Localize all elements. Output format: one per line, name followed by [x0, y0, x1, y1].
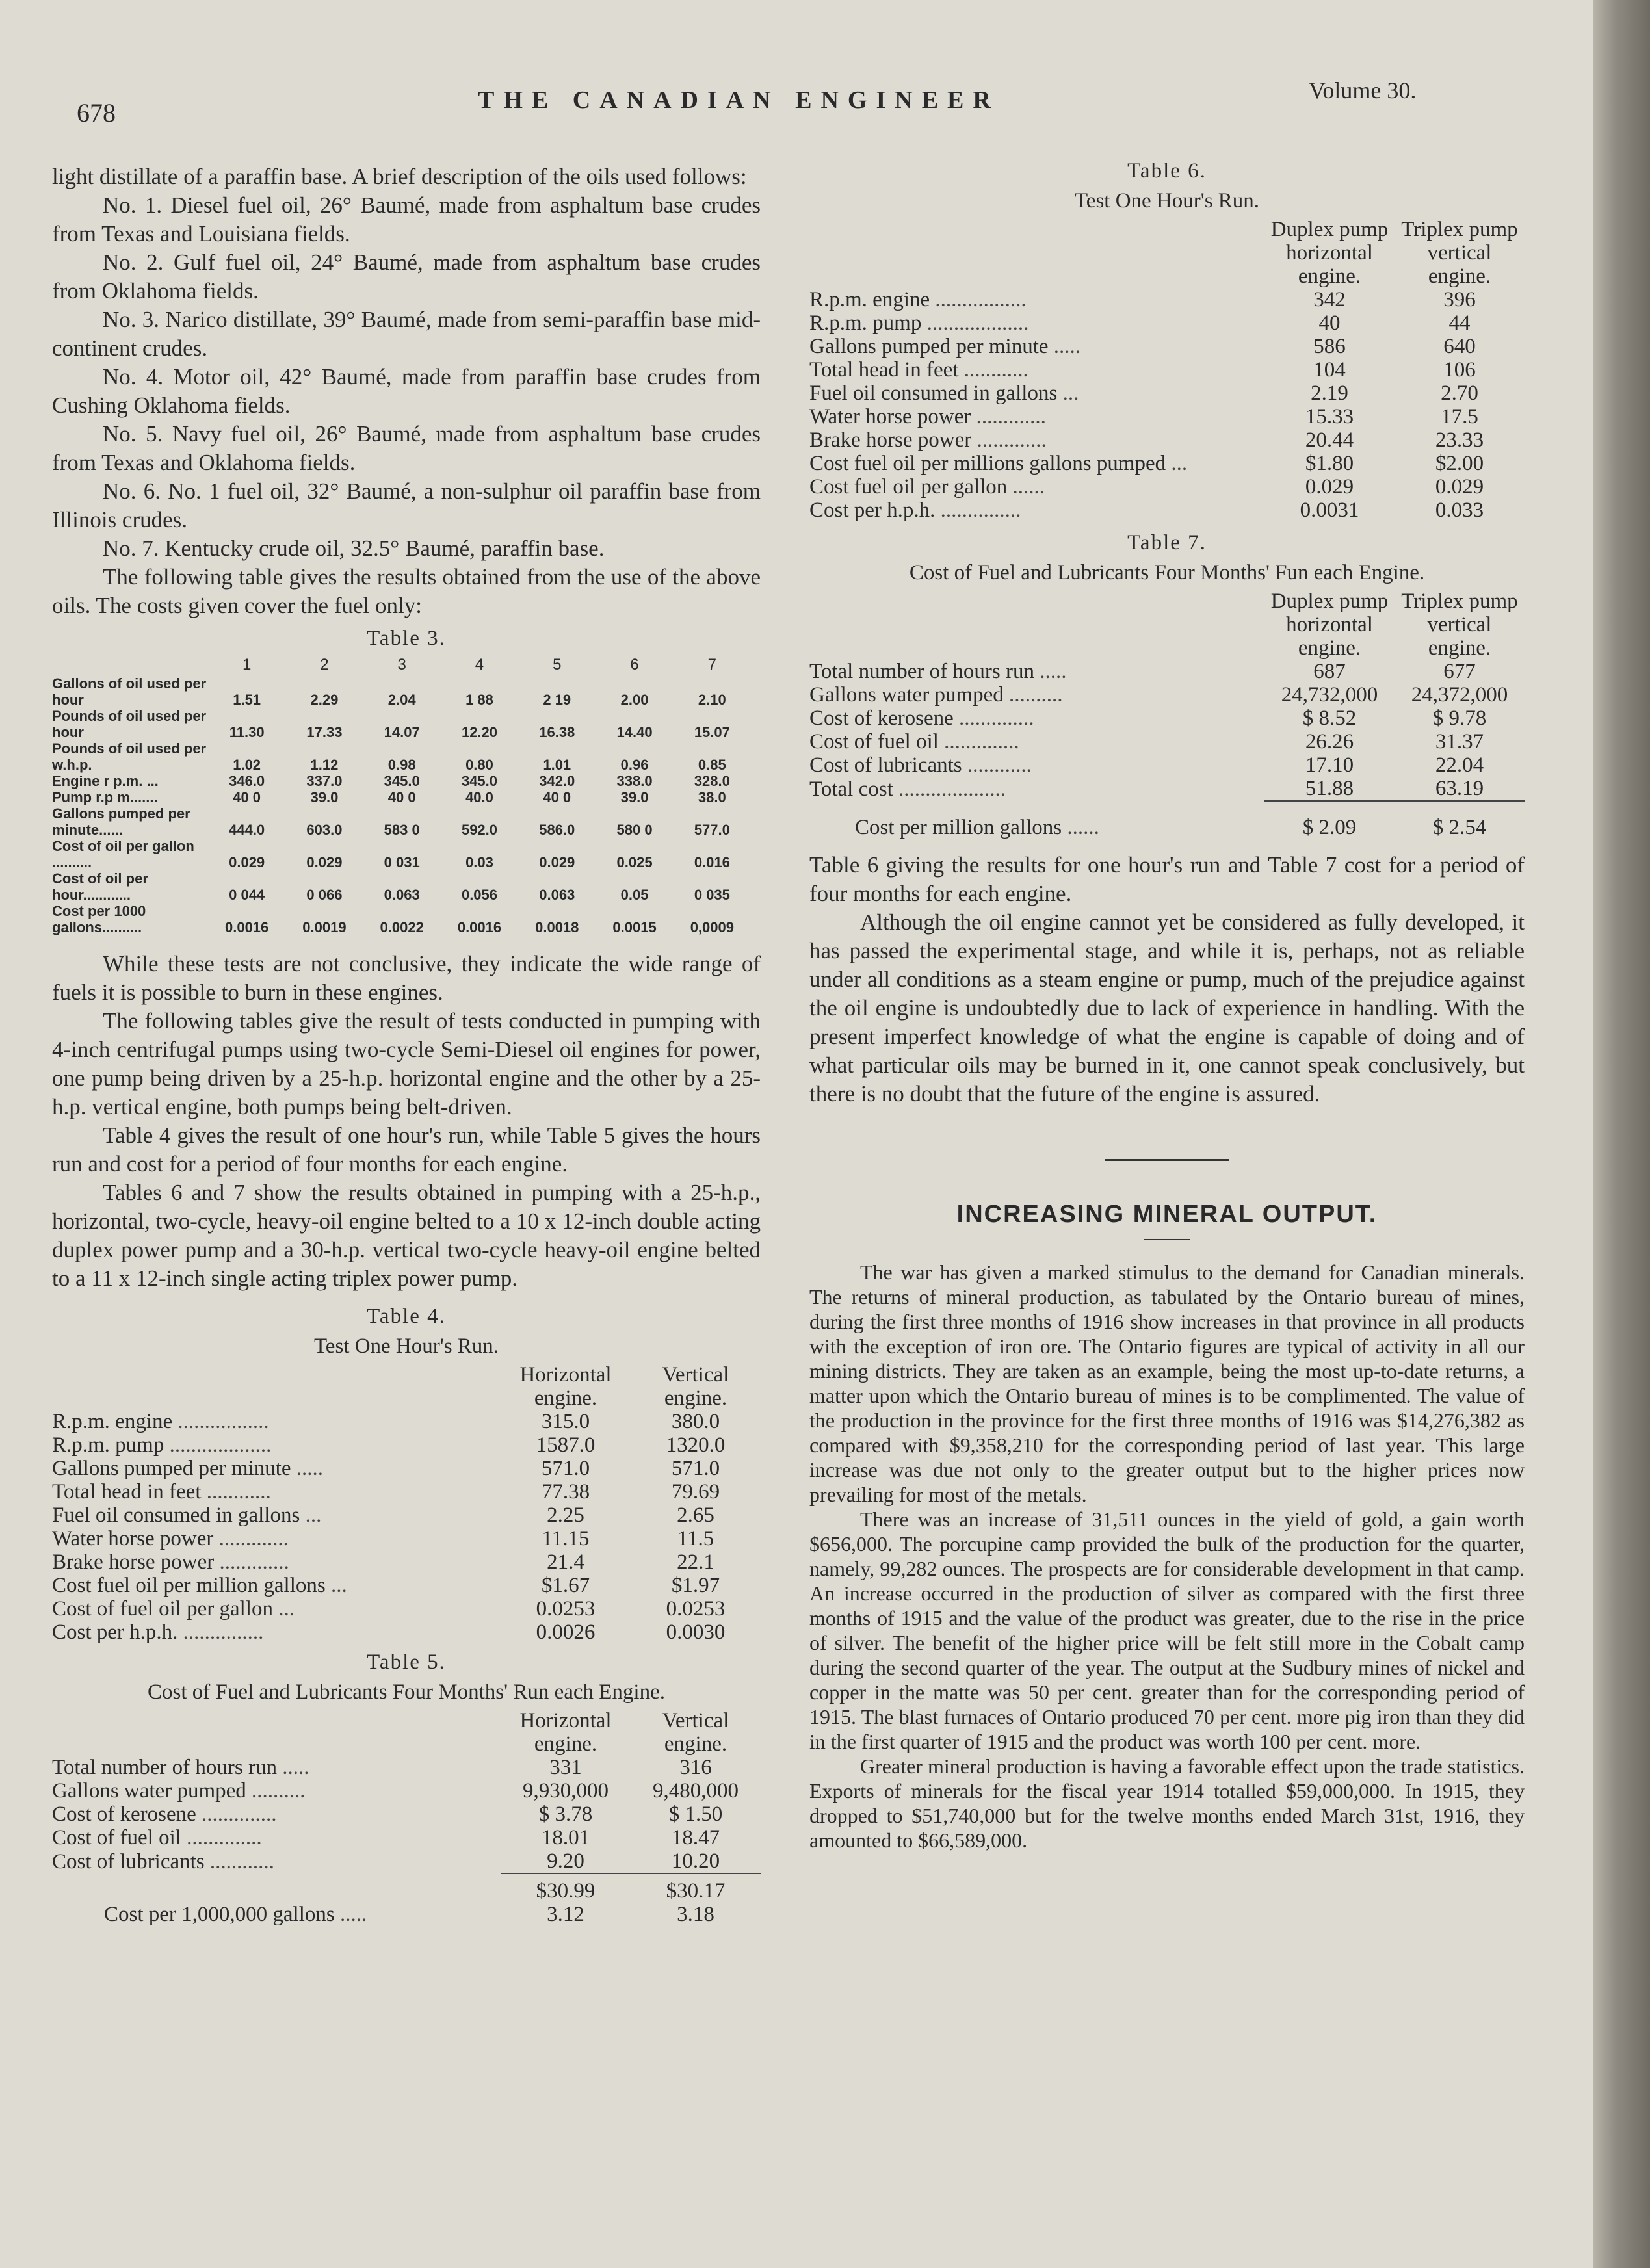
table-3-row	[52, 675, 751, 708]
table-7-value: 51.88	[1305, 777, 1354, 800]
table-5-total: $30.17	[631, 1873, 761, 1903]
table-5-subtitle: Cost of Fuel and Lubricants Four Months' Run each Engine.	[147, 1680, 665, 1704]
table-4-row: Fuel oil consumed in gallons ... 2.25 2.65	[52, 1504, 761, 1527]
table-6-value: 17.5	[1441, 405, 1478, 428]
table-7-row-label: Total number of hours run	[809, 660, 1034, 683]
table-7-row-label: Cost of fuel oil	[809, 730, 939, 753]
table-7-value: 24,372,000	[1411, 683, 1508, 707]
table-5-per-row: Cost per 1,000,000 gallons ..... 3.12 3.18	[52, 1903, 761, 1926]
table-6-caption: Table 6.	[1127, 159, 1207, 183]
table-6-value: 23.33	[1435, 428, 1484, 452]
table-6-row: R.p.m. engine ................. 342 396	[809, 288, 1525, 311]
table-7-col-header: Duplex pump horizontal engine.	[1270, 590, 1389, 660]
table-3-cell: 0 066	[306, 887, 343, 903]
table-4-row-label: Total head in feet	[52, 1480, 202, 1504]
table-3-cell: 337.0	[306, 773, 343, 789]
table-7-value: $ 8.52	[1302, 707, 1357, 730]
table-5-per-value: 3.18	[677, 1903, 714, 1926]
table-6-col-header: Duplex pump horizontal engine.	[1270, 218, 1389, 288]
section-divider	[1105, 1159, 1229, 1161]
table-3-cell: 345.0	[461, 773, 498, 789]
table-3-row	[52, 838, 751, 870]
table-3-col: 5	[553, 656, 562, 673]
table-6-row-label: R.p.m. pump	[809, 311, 922, 335]
table-7-row: Cost of fuel oil .............. 26.26 31.37	[809, 730, 1525, 753]
volume-label: Volume 30.	[1309, 77, 1417, 103]
oil-item-4: No. 4. Motor oil, 42° Baumé, made from paraffin base crudes from Cushing Oklahoma fields.	[52, 364, 761, 418]
table-3-cell: 0 035	[694, 887, 730, 903]
table-4-row: Brake horse power ............. 21.4 22.1	[52, 1550, 761, 1574]
table-6-row: Total head in feet ............ 104 106	[809, 358, 1525, 382]
table-6-value: 586	[1313, 335, 1346, 358]
table-4-value: 0.0030	[666, 1621, 726, 1644]
table-3-cell: 0.0022	[380, 919, 424, 935]
table-7-value: 22.04	[1435, 753, 1484, 777]
table-6-row-label: Cost fuel oil per millions gallons pumped	[809, 452, 1166, 475]
table-6-value: 0.033	[1435, 499, 1484, 522]
table-3-row	[52, 903, 751, 935]
table-5-row: Gallons water pumped .......... 9,930,000 9,480,000	[52, 1779, 761, 1803]
table-7-value: 63.19	[1435, 777, 1484, 800]
table-3-cell: 2.04	[387, 692, 416, 708]
table-5-value: $ 3.78	[538, 1803, 593, 1826]
table-3-cell: 0 031	[384, 854, 420, 870]
table-5-total-row	[52, 1873, 761, 1903]
table-3-cell: 0.05	[620, 887, 649, 903]
table-6-row: Fuel oil consumed in gallons ... 2.19 2.70	[809, 382, 1525, 405]
table-6-row-label: Brake horse power	[809, 428, 972, 452]
table-7-per-label: Cost per million gallons	[855, 816, 1062, 839]
table-7-row-label: Gallons water pumped	[809, 683, 1004, 707]
table-4-value: 77.38	[541, 1480, 590, 1504]
table-5-row: Cost of fuel oil .............. 18.01 18.47	[52, 1826, 761, 1849]
oil-item-5: No. 5. Navy fuel oil, 26° Baumé, made from asphaltum base crudes from Texas and Oklahoma fields.	[52, 421, 761, 475]
table-4-row: Water horse power ............. 11.15 11.5	[52, 1527, 761, 1550]
table-3-cell: 0.029	[539, 854, 575, 870]
table-3-cell: 0.0019	[302, 919, 347, 935]
table-3-cell: 2.29	[310, 692, 339, 708]
table-3-cell: 15.07	[694, 724, 730, 740]
table-5-col-header: Vertical engine.	[662, 1709, 729, 1756]
table-4-value: 0.0026	[536, 1621, 596, 1644]
table-5-row-label: Total number of hours run	[52, 1756, 277, 1779]
table-6-value: 0.0031	[1300, 499, 1359, 522]
table-7-caption: Table 7.	[1127, 531, 1207, 554]
table-6-subtitle: Test One Hour's Run.	[1074, 189, 1260, 213]
table-4-value: 79.69	[671, 1480, 720, 1504]
table-3-col: 1	[242, 656, 252, 673]
table-3-col: 3	[397, 656, 406, 673]
table-6-row-label: Total head in feet	[809, 358, 959, 382]
table-7-value: 24,732,000	[1281, 683, 1378, 707]
table-6-row-label: Fuel oil consumed in gallons	[809, 382, 1058, 405]
table-3-cell: 1.12	[310, 757, 339, 773]
table-3-cell: 444.0	[229, 822, 265, 838]
paragraph-table-4: Table 4 gives the result of one hour's run, while Table 5 gives the hours run and cost for a period of four months for each engine.	[52, 1123, 761, 1177]
table-7-row: Cost of lubricants ............ 17.10 22.04	[809, 753, 1525, 777]
table-5-row-label: Gallons water pumped	[52, 1779, 246, 1803]
table-7-value: 677	[1443, 660, 1476, 683]
table-7	[809, 590, 1525, 839]
table-6-value: $1.80	[1305, 452, 1354, 475]
table-3-col: 6	[630, 656, 639, 673]
table-6-value: 0.029	[1305, 475, 1354, 499]
table-3-row-label: Engine r p.m. ...	[52, 773, 159, 789]
table-3-col: 4	[475, 656, 484, 673]
table-5-col-header: Horizontal engine.	[519, 1709, 612, 1756]
table-3-cell: 40 0	[543, 789, 571, 805]
table-6-value: 2.19	[1311, 382, 1348, 405]
table-5-row: Cost of lubricants ............ 9.20 10.20	[52, 1849, 761, 1873]
table-5-per-label: Cost per 1,000,000 gallons	[104, 1903, 335, 1926]
article-paragraph-1: The war has given a marked stimulus to the demand for Canadian minerals. The returns of mineral production, as tabulated by the Ontario bureau of mines, during the first three months of 1916 show increases in that province in all products with the exception of iron ore. The Ontario figures are typical of activity in all our mining districts. They are taken as an example, being the most up-to-date returns, a matter upon which the Ontario bureau of mines is to be complimented. The value of the production in the province for the first three months of 1916 was $14,276,382 as compared with $9,358,210 for the corresponding period of last year. This large increase was due not only to the greater output but to the higher prices now prevailing for most of the metals.	[809, 1260, 1525, 1506]
table-3-cell: 0.056	[461, 887, 498, 903]
table-4-col-header: Horizontal engine.	[519, 1363, 612, 1410]
table-7-row-label: Cost of lubricants	[809, 753, 962, 777]
journal-title: THE CANADIAN ENGINEER	[478, 86, 1000, 114]
table-4-row: Cost fuel oil per million gallons ... $1.67 $1.97	[52, 1574, 761, 1597]
table-3-cell: 11.30	[229, 724, 265, 740]
oil-item-7: No. 7. Kentucky crude oil, 32.5° Baumé, paraffin base.	[103, 536, 605, 561]
table-3-cell: 0.063	[539, 887, 575, 903]
table-3-cell: 328.0	[694, 773, 730, 789]
paragraph-following-table: The following table gives the results obtained from the use of the above oils. The costs given cover the fuel only:	[52, 564, 761, 618]
table-3-cell: 0.0018	[535, 919, 579, 935]
table-4-value: 380.0	[671, 1410, 720, 1433]
table-5-row-label: Cost of lubricants	[52, 1850, 205, 1873]
left-column	[52, 163, 761, 1926]
table-4-caption: Table 4.	[367, 1305, 446, 1328]
table-3-cell: 40.0	[465, 789, 493, 805]
table-6-value: 0.029	[1435, 475, 1484, 499]
table-5-value: 316	[679, 1756, 712, 1779]
table-3-cell: 0.03	[465, 854, 493, 870]
table-3-row-label: Pump r.p m.......	[52, 789, 158, 805]
table-4-value: 2.25	[547, 1504, 584, 1527]
table-6-header-row	[809, 218, 1525, 288]
table-3-cell: 16.38	[539, 724, 575, 740]
table-6-value: 15.33	[1305, 405, 1354, 428]
table-4-row-label: Cost of fuel oil per gallon	[52, 1597, 274, 1621]
table-7-value: 31.37	[1435, 730, 1484, 753]
table-3-cell: 17.33	[306, 724, 343, 740]
table-6-value: $2.00	[1435, 452, 1484, 475]
table-5-value: 9,480,000	[653, 1779, 739, 1803]
table-3-cell: 346.0	[229, 773, 265, 789]
table-6-row: Cost fuel oil per gallon ...... 0.029 0.029	[809, 475, 1525, 499]
table-5-caption: Table 5.	[367, 1650, 446, 1674]
table-3-cell: 0,0009	[690, 919, 734, 935]
table-6-row-label: Cost per h.p.h.	[809, 499, 936, 522]
title-divider	[1144, 1239, 1190, 1240]
table-4-col-header: Vertical engine.	[662, 1363, 729, 1410]
table-3-cell: 14.07	[384, 724, 420, 740]
table-6-value: 20.44	[1305, 428, 1354, 452]
table-7-value: 17.10	[1305, 753, 1354, 777]
table-3-row	[52, 805, 751, 838]
table-4-row-label: Cost per h.p.h.	[52, 1621, 178, 1644]
table-4-value: 1587.0	[536, 1433, 596, 1457]
table-3-row	[52, 740, 751, 773]
table-3-cell: 0.85	[698, 757, 726, 773]
table-4-value: 0.0253	[666, 1597, 726, 1621]
table-4-value: $1.67	[541, 1574, 590, 1597]
table-4-value: 11.5	[677, 1527, 714, 1550]
table-3-col: 7	[707, 656, 717, 673]
table-3-cell: 39.0	[310, 789, 339, 805]
table-6-row-label: Gallons pumped per minute	[809, 335, 1049, 358]
table-4-value: $1.97	[671, 1574, 720, 1597]
article-title: INCREASING MINERAL OUTPUT.	[956, 1201, 1378, 1228]
table-3-cell: 342.0	[539, 773, 575, 789]
table-6-value: 396	[1443, 288, 1476, 311]
table-3-cell: 1.02	[233, 757, 261, 773]
book-spine	[1593, 0, 1650, 2268]
table-5-row-label: Cost of kerosene	[52, 1803, 196, 1826]
table-3-cell: 0.025	[616, 854, 653, 870]
table-3-cell: 12.20	[461, 724, 498, 740]
table-6-row: Water horse power ............. 15.33 17.5	[809, 405, 1525, 428]
table-5-value: $ 1.50	[668, 1803, 723, 1826]
table-4-value: 0.0253	[536, 1597, 596, 1621]
table-7-header-row	[809, 590, 1525, 660]
page-number: 678	[77, 98, 116, 127]
table-4-value: 571.0	[541, 1457, 590, 1480]
table-4-value: 315.0	[541, 1410, 590, 1433]
table-3-col: 2	[320, 656, 329, 673]
table-7-per-value: $ 2.09	[1264, 801, 1395, 839]
table-3-cell: 2 19	[543, 692, 571, 708]
table-3-row	[52, 870, 751, 903]
table-5-value: 18.01	[541, 1826, 590, 1849]
table-6-row: R.p.m. pump ................... 40 44	[809, 311, 1525, 335]
table-6-col-header: Triplex pump vertical engine.	[1401, 218, 1518, 288]
table-4-row-label: Cost fuel oil per million gallons	[52, 1574, 326, 1597]
table-6-value: 44	[1448, 311, 1471, 335]
table-4-row-label: Gallons pumped per minute	[52, 1457, 291, 1480]
table-4-row-label: R.p.m. engine	[52, 1410, 173, 1433]
table-6-value: 640	[1443, 335, 1476, 358]
table-3-cell: 40 0	[233, 789, 261, 805]
table-6-value: 104	[1313, 358, 1346, 382]
oil-item-6: No. 6. No. 1 fuel oil, 32° Baumé, a non-sulphur oil paraffin base from Illinois crudes.	[52, 478, 761, 532]
table-3-cell: 0.029	[306, 854, 343, 870]
table-7-row: Total cost .................... 51.88 63.19	[809, 777, 1525, 801]
table-6-row: Gallons pumped per minute ..... 586 640	[809, 335, 1525, 358]
table-3-cell: 0.016	[694, 854, 730, 870]
table-4-row: Gallons pumped per minute ..... 571.0 571.0	[52, 1457, 761, 1480]
table-7-row: Total number of hours run ..... 687 677	[809, 660, 1525, 683]
paragraph-tables-6-7: Tables 6 and 7 show the results obtained in pumping with a 25-h.p., horizontal, two-cycle, heavy-oil engine belted to a 10 x 12-inch double acting duplex power pump and a 30-h.p. vertical two-cycle heavy-oil engine belted to a 11 x 12-inch single acting triplex power pump.	[52, 1180, 761, 1291]
table-3-row-label: Gallons of oil used per hour	[52, 675, 207, 708]
table-3-cell: 40 0	[387, 789, 416, 805]
table-3-cell: 345.0	[384, 773, 420, 789]
table-6-row: Cost per h.p.h. ............... 0.0031 0.033	[809, 499, 1525, 522]
table-3-cell: 0.80	[465, 757, 493, 773]
table-3-cell: 580 0	[616, 822, 653, 838]
table-4-header-row	[52, 1363, 761, 1410]
table-6-value: 40	[1318, 311, 1341, 335]
table-3-cell: 338.0	[616, 773, 653, 789]
table-3-row-label: Cost of oil per hour............	[52, 870, 148, 903]
paragraph-although: Although the oil engine cannot yet be considered as fully developed, it has passed the experimental stage, and while it is, perhaps, not as reliable under all conditions as a steam engine or pump, much of the prejudice against the oil engine is undoubtedly due to lack of experience in handling. With the present imperfect knowledge of what the engine is capable of doing and of what particular oils may be burned in it, one cannot speak conclusively, but there is no doubt that the future of the engine is assured.	[809, 909, 1525, 1106]
oil-item-1: No. 1. Diesel fuel oil, 26° Baumé, made from asphaltum base crudes from Texas and Louisiana fields.	[52, 192, 761, 246]
table-3-cell: 0.98	[387, 757, 416, 773]
paragraph-oils-intro: light distillate of a paraffin base. A brief description of the oils used follows:	[52, 164, 747, 189]
table-3-row	[52, 773, 751, 789]
table-3-row-label: Gallons pumped per minute......	[52, 805, 190, 838]
table-3-header-row	[52, 657, 751, 675]
table-5-per-value: 3.12	[547, 1903, 584, 1926]
table-6-value: 342	[1313, 288, 1346, 311]
table-5-value: 18.47	[671, 1826, 720, 1849]
table-4-value: 22.1	[677, 1550, 714, 1574]
table-3-cell: 586.0	[539, 822, 575, 838]
table-4-row-label: R.p.m. pump	[52, 1433, 164, 1457]
table-3-cell: 0.0016	[224, 919, 269, 935]
table-5-value: 9,930,000	[523, 1779, 609, 1803]
table-4-value: 21.4	[547, 1550, 584, 1574]
paragraph-table-6-7-summary: Table 6 giving the results for one hour's run and Table 7 cost for a period of four months for each engine.	[809, 852, 1525, 906]
table-6-value: 2.70	[1441, 382, 1478, 405]
table-3-cell: 0.96	[620, 757, 649, 773]
table-7-col-header: Triplex pump vertical engine.	[1401, 590, 1518, 660]
article-paragraph-3: Greater mineral production is having a favorable effect upon the trade statistics. Exports of minerals for the fiscal year 1914 totalled $59,000,000. In 1915, they dropped to $51,740,000 but for the twelve months ended March 31st, 1916, they amounted to $66,589,000.	[809, 1754, 1525, 1852]
table-5-value: 9.20	[547, 1849, 584, 1873]
table-5-row: Total number of hours run ..... 331 316	[52, 1756, 761, 1779]
table-4-value: 2.65	[677, 1504, 714, 1527]
table-4-row: Total head in feet ............ 77.38 79.69	[52, 1480, 761, 1504]
table-7-row: Cost of kerosene .............. $ 8.52 $ 9.78	[809, 707, 1525, 730]
paragraph-following-tables: The following tables give the result of tests conducted in pumping with 4-inch centrifugal pumps using two-cycle Semi-Diesel oil engines for power, one pump being driven by a 25-h.p. horizontal engine and the other by a 25-h.p. vertical engine, both pumps being belt-driven.	[52, 1008, 761, 1119]
table-7-row-label: Cost of kerosene	[809, 707, 954, 730]
table-3-row-label: Cost of oil per gallon ..........	[52, 838, 194, 870]
table-7-row-label: Total cost	[809, 777, 893, 801]
table-4-row: R.p.m. engine ................. 315.0 380.0	[52, 1410, 761, 1433]
table-3-cell: 14.40	[616, 724, 653, 740]
table-6	[809, 218, 1525, 522]
table-5-total: $30.99	[501, 1873, 631, 1903]
table-5-row: Cost of kerosene .............. $ 3.78 $ 1.50	[52, 1803, 761, 1826]
table-3-cell: 0.0015	[612, 919, 657, 935]
table-5-row-label: Cost of fuel oil	[52, 1826, 181, 1849]
table-3-row	[52, 708, 751, 740]
table-3-cell: 2.10	[698, 692, 726, 708]
table-7-value: 26.26	[1305, 730, 1354, 753]
table-5-value: 331	[549, 1756, 582, 1779]
table-6-row-label: Cost fuel oil per gallon	[809, 475, 1008, 499]
table-3-cell: 0.063	[384, 887, 420, 903]
table-4-row-label: Water horse power	[52, 1527, 214, 1550]
table-4-subtitle: Test One Hour's Run.	[313, 1335, 499, 1358]
table-6-value: 106	[1443, 358, 1476, 382]
table-4-row-label: Fuel oil consumed in gallons	[52, 1504, 300, 1527]
table-5-header-row	[52, 1709, 761, 1756]
table-4-value: 1320.0	[666, 1433, 726, 1457]
oil-item-2: No. 2. Gulf fuel oil, 24° Baumé, made from asphaltum base crudes from Oklahoma fields.	[52, 250, 761, 304]
table-3-cell: 0 044	[229, 887, 265, 903]
table-4-value: 571.0	[671, 1457, 720, 1480]
table-3	[52, 657, 751, 935]
right-column	[809, 153, 1525, 1853]
table-5	[52, 1709, 761, 1926]
table-3-row	[52, 789, 751, 805]
table-3-cell: 38.0	[698, 789, 726, 805]
table-3-cell: 577.0	[694, 822, 730, 838]
table-7-per-value: $ 2.54	[1395, 801, 1525, 839]
table-4-row-label: Brake horse power	[52, 1550, 215, 1574]
table-7-row: Gallons water pumped .......... 24,732,000 24,372,000	[809, 683, 1525, 707]
table-4-row: Cost of fuel oil per gallon ... 0.0253 0.0253	[52, 1597, 761, 1621]
table-3-caption: Table 3.	[367, 627, 446, 650]
table-3-cell: 0.029	[229, 854, 265, 870]
table-3-row-label: Pounds of oil used per w.h.p.	[52, 740, 207, 773]
table-5-value: 10.20	[671, 1849, 720, 1873]
table-6-row-label: R.p.m. engine	[809, 288, 930, 311]
table-4	[52, 1363, 761, 1644]
table-3-cell: 603.0	[306, 822, 343, 838]
table-4-value: 11.15	[542, 1527, 590, 1550]
table-3-cell: 1 88	[465, 692, 493, 708]
table-3-cell: 2.00	[620, 692, 649, 708]
table-3-cell: 1.51	[233, 692, 261, 708]
table-6-row: Brake horse power ............. 20.44 23.33	[809, 428, 1525, 452]
table-3-cell: 583 0	[384, 822, 420, 838]
table-3-cell: 0.0016	[457, 919, 502, 935]
table-6-row: Cost fuel oil per millions gallons pumped ... $1.80 $2.00	[809, 452, 1525, 475]
table-7-per-row: Cost per million gallons ...... $ 2.09 $ 2.54	[809, 801, 1525, 839]
table-7-subtitle: Cost of Fuel and Lubricants Four Months' Fun each Engine.	[909, 561, 1425, 584]
oil-item-3: No. 3. Narico distillate, 39° Baumé, made from semi-paraffin base mid-continent crudes.	[52, 307, 761, 361]
table-3-row-label: Cost per 1000 gallons..........	[52, 903, 146, 935]
table-6-row-label: Water horse power	[809, 405, 971, 428]
table-7-value: $ 9.78	[1432, 707, 1487, 730]
paragraph-while: While these tests are not conclusive, they indicate the wide range of fuels it is possible to burn in these engines.	[52, 951, 761, 1005]
table-4-row: Cost per h.p.h. ............... 0.0026 0.0030	[52, 1621, 761, 1644]
table-3-cell: 1.01	[543, 757, 571, 773]
table-3-cell: 39.0	[620, 789, 649, 805]
article-paragraph-2: There was an increase of 31,511 ounces in the yield of gold, a gain worth $656,000. The porcupine camp provided the bulk of the production for the quarter, namely, 99,282 ounces. The prospects are for considerable development in that camp. An increase occurred in the production of silver as compared with the first three months of 1915 and the value of the product was greater, due to the rise in the price of silver. The benefit of the higher price will be felt still more in the Cobalt camp during the second quarter of the year. The output at the Sudbury mines of nickel and copper in the matte was 50 per cent. greater than for the corresponding period of 1915. The blast furnaces of Ontario produced 70 per cent. more pig iron than they did in the first quarter of 1915 and the product was worth 100 per cent. more.	[809, 1507, 1525, 1753]
table-7-value: 687	[1313, 660, 1346, 683]
table-3-cell: 592.0	[461, 822, 498, 838]
table-4-row: R.p.m. pump ................... 1587.0 1320.0	[52, 1433, 761, 1457]
table-3-row-label: Pounds of oil used per hour	[52, 708, 207, 740]
